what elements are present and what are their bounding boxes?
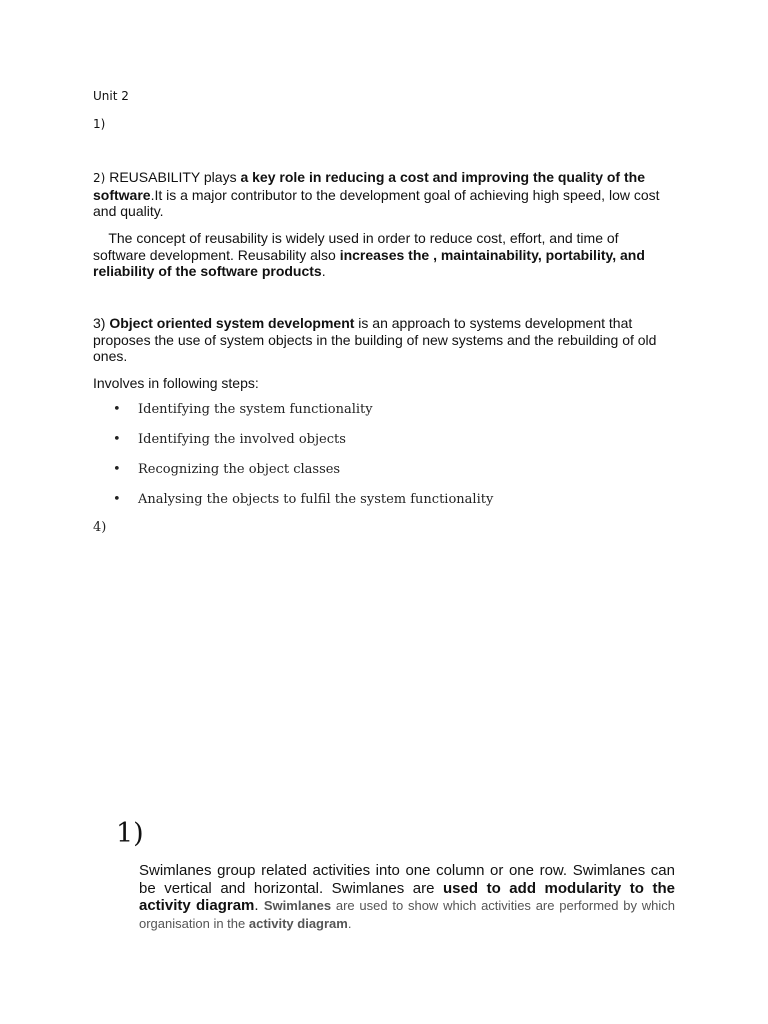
question-2-paragraph (93, 169, 673, 220)
bullet-icon: • (113, 492, 121, 507)
question-2-number: 2) (93, 171, 106, 185)
question-3-number: 3) (93, 315, 110, 331)
step-text: Identifying the involved objects (138, 432, 346, 447)
reusability-text: The concept of reusability is widely used in order to reduce cost, effort, and time of software development. Reusability also (93, 230, 619, 263)
list-item (113, 460, 493, 490)
bullet-icon: • (113, 432, 121, 447)
unit-title: Unit 2 (93, 89, 129, 103)
steps-list (113, 400, 493, 520)
step-text: Analysing the objects to fulfil the system functionality (138, 492, 494, 507)
bullet-icon: • (113, 462, 121, 477)
swimlanes-small-text: are used to show which activities are performed by which organisation in the (139, 898, 675, 931)
question-2-bold: a key role in reducing a cost and improving the quality of the software (93, 169, 645, 203)
step-text: Recognizing the object classes (138, 462, 341, 477)
step-text: Identifying the system functionality (138, 402, 373, 417)
swimlanes-text: Swimlanes group related activities into one column or one row. Swimlanes can be vertical and horizontal. Swimlanes are (139, 862, 675, 897)
question-3-rest: is an approach to systems development that proposes the use of system objects in the building of new systems and the rebuilding of old ones. (93, 315, 657, 364)
bullet-icon: • (113, 402, 121, 417)
list-item (113, 430, 493, 460)
list-item (113, 400, 493, 430)
list-item (113, 490, 493, 520)
swimlanes-paragraph (139, 862, 675, 932)
involves-label: Involves in following steps: (93, 375, 259, 391)
section-2-number: 1) (116, 818, 144, 849)
swimlanes-small-bold-2: activity diagram (248, 915, 348, 931)
swimlanes-bold: used to add modularity to the activity diagram (139, 879, 675, 914)
question-4-label: 4) (93, 520, 107, 535)
reusability-end: . (321, 263, 326, 279)
reusability-paragraph (93, 230, 673, 280)
question-2-rest: .It is a major contributor to the development goal of achieving high speed, low cost and quality. (93, 186, 660, 219)
question-3-paragraph (93, 315, 673, 365)
swimlanes-small-end: . (347, 915, 352, 931)
question-3-bold: Object oriented system development (109, 315, 355, 331)
reusability-bold: increases the , maintainability, portability, and reliability of the software products (93, 246, 645, 279)
question-2-lead: REUSABILITY plays (105, 169, 241, 185)
question-1-label: 1) (93, 117, 106, 131)
swimlanes-text-2: . (254, 897, 264, 914)
reusability-indent (93, 230, 108, 246)
swimlanes-small-bold: Swimlanes (263, 898, 332, 913)
